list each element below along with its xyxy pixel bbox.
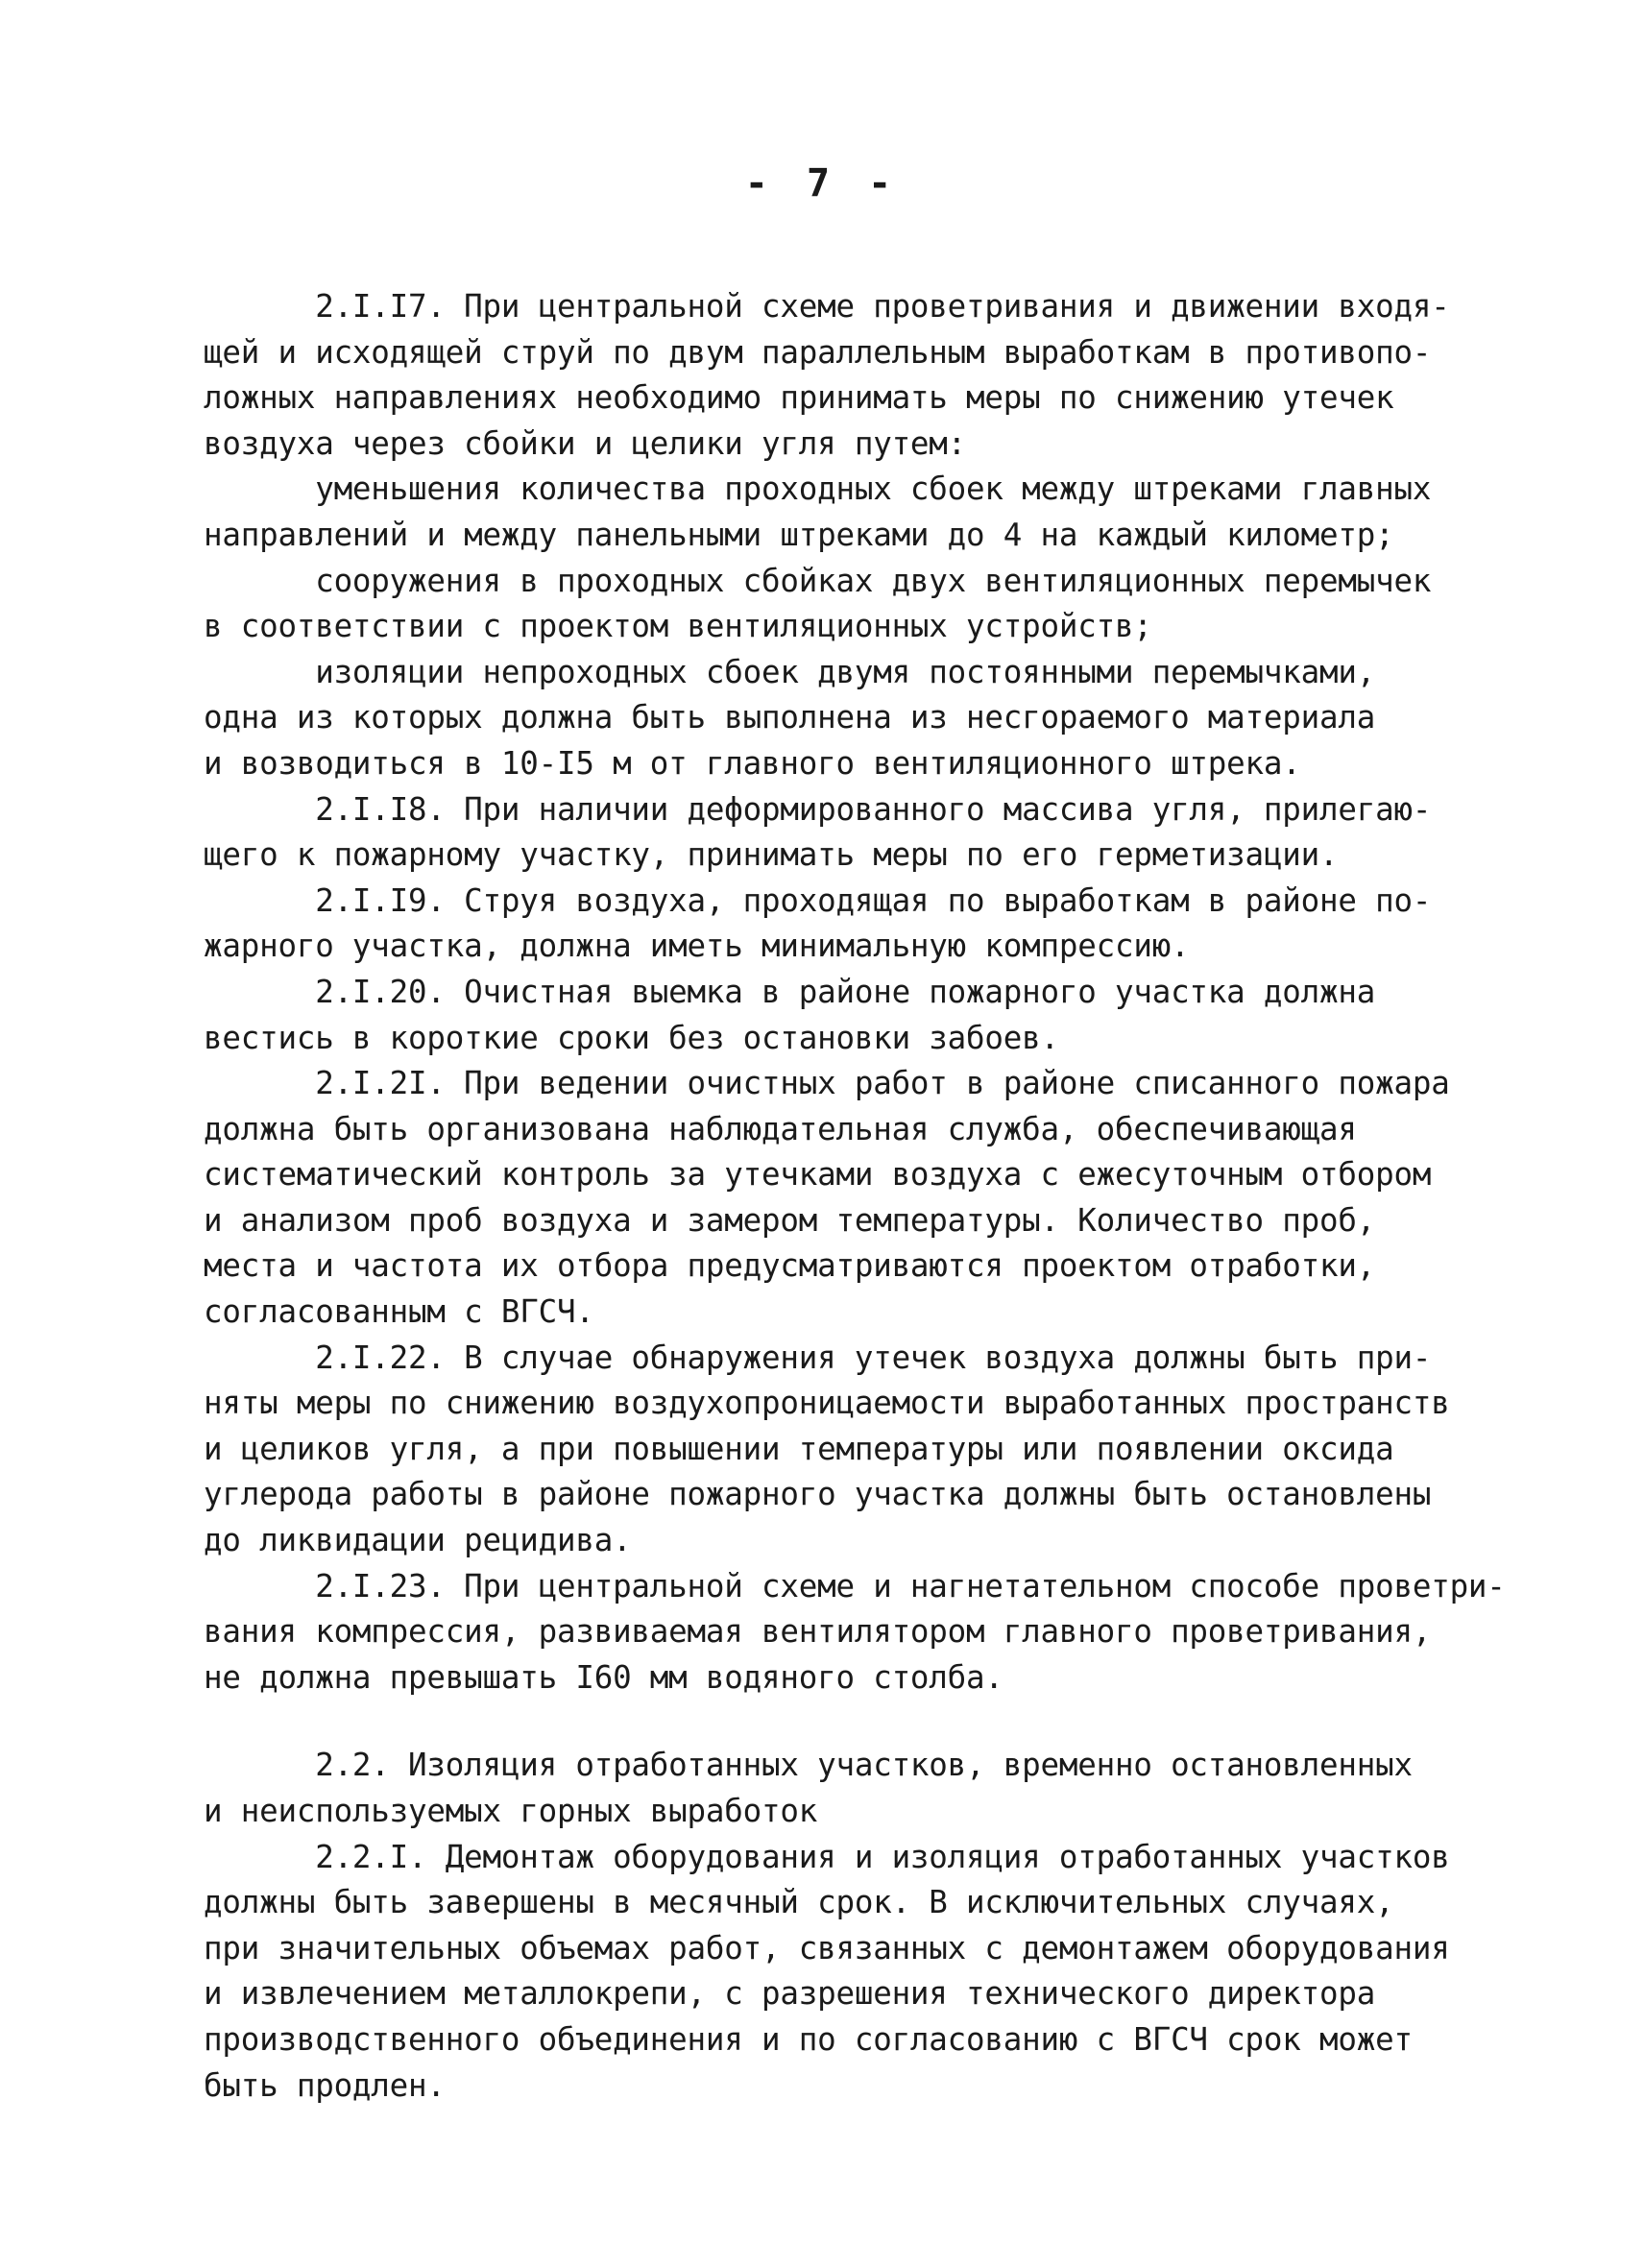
text-line: до ликвидации рецидива. [204, 1522, 632, 1559]
text-line: должны быть завершены в месячный срок. В исключительных случаях, [204, 1884, 1394, 1921]
text-line: 2.I.23. При центральной схеме и нагнетательном способе проветри- [204, 1567, 1506, 1604]
text-line: ложных направлениях необходимо принимать меры по снижению утечек [204, 379, 1394, 417]
text-line: 2.I.2I. При ведении очистных работ в районе списанного пожара [204, 1065, 1450, 1102]
text-line: 2.I.I7. При центральной схеме проветривания и движении входя- [204, 288, 1450, 325]
text-line: вания компрессия, развиваемая вентилятором главного проветривания, [204, 1613, 1432, 1651]
text-line: щего к пожарному участку, принимать меры по его герметизации. [204, 836, 1339, 874]
text-line: согласованным с ВГСЧ. [204, 1293, 594, 1331]
text-line: сооружения в проходных сбойках двух вентиляционных перемычек [204, 562, 1432, 599]
text-line: 2.2. Изоляция отработанных участков, временно остановленных [204, 1747, 1413, 1784]
text-line: вестись в короткие сроки без остановки забоев. [204, 1019, 1059, 1056]
text-line: и возводиться в 10-I5 м от главного вентиляционного штрека. [204, 744, 1301, 782]
text-line: 2.I.20. Очистная выемка в районе пожарного участка должна [204, 973, 1376, 1010]
text-line: 2.I.I8. При наличии деформированного массива угля, прилегаю- [204, 790, 1432, 828]
text-line: 2.2.I. Демонтаж оборудования и изоляция отработанных участков [204, 1838, 1450, 1875]
text-line: изоляции непроходных сбоек двумя постоянными перемычками, [204, 653, 1376, 690]
text-line: углерода работы в районе пожарного участка должны быть остановлены [204, 1476, 1432, 1513]
text-line: 2.I.22. В случае обнаружения утечек воздуха должны быть при- [204, 1339, 1432, 1376]
page-number: - 7 - [744, 161, 900, 205]
section-gap [204, 1701, 1519, 1743]
text-line: в соответствии с проектом вентиляционных устройств; [204, 608, 1152, 645]
text-line: быть продлен. [204, 2066, 446, 2104]
text-line: жарного участка, должна иметь минимальную компрессию. [204, 928, 1190, 965]
text-line: и извлечением металлокрепи, с разрешения технического директора [204, 1975, 1376, 2013]
text-line: не должна превышать I60 мм водяного столба. [204, 1658, 1003, 1696]
text-line: воздуха через сбойки и целики угля путем: [204, 424, 967, 462]
text-line: при значительных объемах работ, связанных с демонтажем оборудования [204, 1929, 1450, 1966]
document-body [204, 284, 1519, 2109]
text-line: систематический контроль за утечками воздуха с ежесуточным отбором [204, 1156, 1432, 1194]
text-line: уменьшения количества проходных сбоек между штреками главных [204, 470, 1432, 508]
text-line: и целиков угля, а при повышении температуры или появлении оксида [204, 1430, 1394, 1467]
text-line: няты меры по снижению воздухопроницаемости выработанных пространств [204, 1385, 1450, 1422]
text-line: места и частота их отбора предусматриваются проектом отработки, [204, 1247, 1376, 1285]
text-line: должна быть организована наблюдательная служба, обеспечивающая [204, 1110, 1357, 1147]
text-line: направлений и между панельными штреками до 4 на каждый километр; [204, 516, 1394, 553]
text-line: одна из которых должна быть выполнена из несгораемого материала [204, 699, 1376, 736]
text-line: 2.I.I9. Струя воздуха, проходящая по выработкам в районе по- [204, 881, 1432, 919]
text-line: производственного объединения и по согласованию с ВГСЧ срок может [204, 2020, 1413, 2058]
text-line: и анализом проб воздуха и замером температуры. Количество проб, [204, 1201, 1376, 1239]
text-line: и неиспользуемых горных выработок [204, 1793, 818, 1829]
text-line: щей и исходящей струй по двум параллельным выработкам в противопо- [204, 333, 1432, 371]
